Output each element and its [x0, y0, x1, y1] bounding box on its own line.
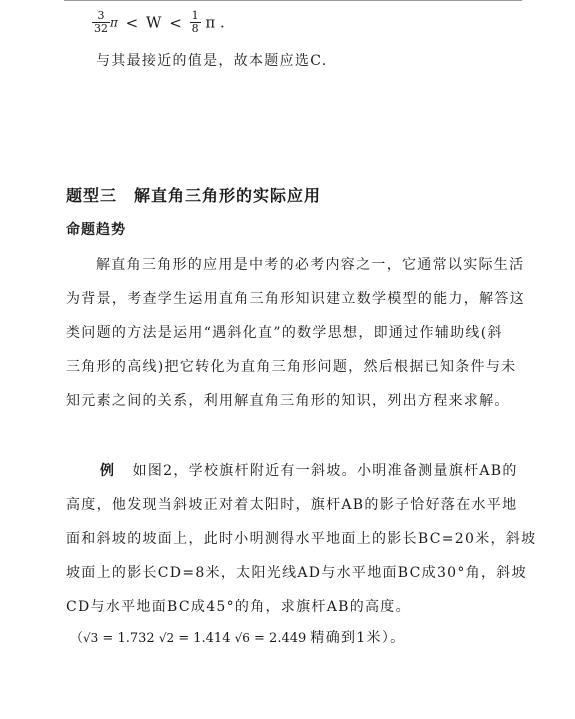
- trend-line: 为背景，考查学生运用直角三角形知识建立数学模型的能力，解答这: [66, 291, 525, 307]
- hint-tail: 精确到1米）。: [310, 630, 406, 646]
- sqrt-six: √6: [234, 631, 250, 645]
- fraction-numerator: 1: [191, 9, 199, 22]
- example-line: 坡面上的影长CD=8米，太阳光线AD与水平地面BC成30°角，斜坡: [66, 565, 527, 581]
- example-line: 高度，他发现当斜坡正对着太阳时，旗杆AB的影子恰好落在水平地: [66, 497, 518, 513]
- trend-line: 类问题的方法是运用“遇斜化直”的数学思想，即通过作辅助线(斜: [66, 325, 503, 341]
- less-than-sign: <: [125, 13, 139, 32]
- pi-symbol: π .: [205, 13, 225, 32]
- sqrt-two: √2: [158, 631, 175, 645]
- conclusion-text: 与其最接近的值是，故本题应选C.: [96, 53, 328, 69]
- fraction-3-32: [92, 10, 110, 35]
- inequality-line: [92, 10, 225, 35]
- example-label: 例: [100, 463, 116, 479]
- less-than-sign: <: [169, 13, 182, 32]
- top-rule: [64, 0, 522, 1]
- trend-label: 命题趋势: [66, 222, 126, 238]
- example-first-line: [100, 460, 518, 480]
- example-line: 面和斜坡的坡面上，此时小明测得水平地面上的影长BC=20米，斜坡: [66, 531, 537, 547]
- sqrt-three: √3: [83, 631, 99, 645]
- hint-value: = 1.732: [98, 631, 159, 646]
- variable-w: W: [146, 13, 162, 32]
- hint-value: = 2.449: [249, 631, 311, 646]
- trend-line: 三角形的高线)把它转化为直角三角形问题，然后根据已知条件与未: [66, 359, 517, 375]
- fraction-numerator: 3: [92, 10, 110, 23]
- trend-line: 解直角三角形的应用是中考的必考内容之一，它通常以实际生活: [96, 257, 525, 273]
- approximation-hint: [70, 627, 405, 647]
- hint-value: = 1.414: [174, 631, 235, 646]
- fraction-denominator: 8: [191, 22, 199, 35]
- fraction-denominator: 32: [94, 22, 108, 35]
- hint-open-paren: （: [70, 631, 84, 646]
- section-title: 题型三 解直角三角形的实际应用: [66, 186, 322, 205]
- example-line: CD与水平地面BC成45°的角，求旗杆AB的高度。: [66, 599, 411, 615]
- pi-symbol: π: [110, 15, 118, 30]
- example-line: 如图2，学校旗杆附近有一斜坡。小明准备测量旗杆AB的: [132, 463, 518, 479]
- trend-line: 知元素之间的关系，利用解直角三角形的知识，列出方程来求解。: [66, 393, 510, 409]
- fraction-1-8: [190, 10, 201, 35]
